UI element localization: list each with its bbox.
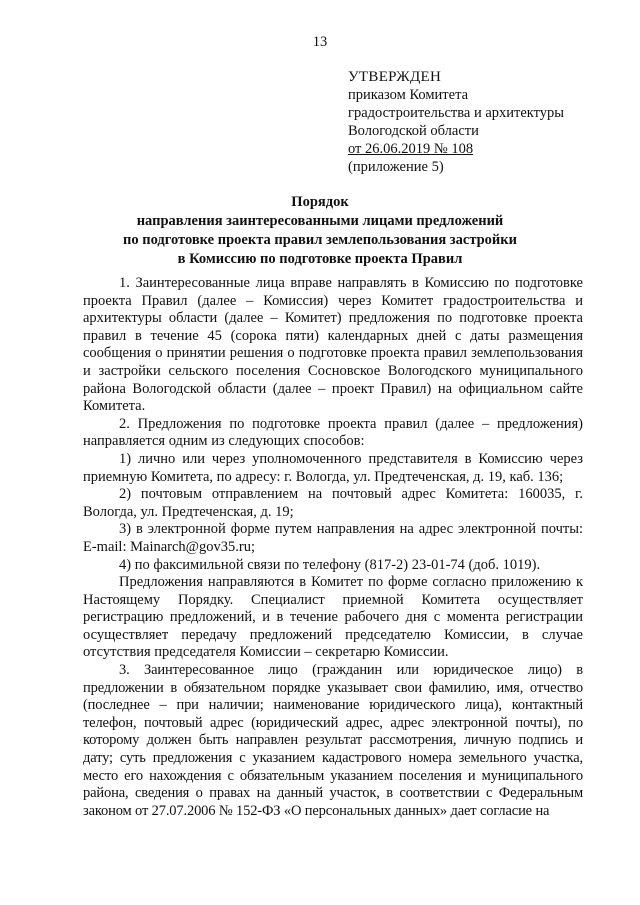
approval-line: приказом Комитета [348, 87, 469, 103]
approval-order-date: от 26.06.2019 № 108 [348, 141, 474, 157]
paragraph: 2. Предложения по подготовке проекта правил (далее – предложения) направляется одним из следующих способов: [83, 415, 583, 450]
title-line: в Комиссию по подготовке проекта Правил [177, 251, 463, 267]
document-title [0, 193, 640, 269]
approval-appendix-note: (приложение 5) [348, 159, 444, 175]
approval-line: Вологодской области [348, 123, 479, 139]
paragraph: 4) по факсимильной связи по телефону (817-2) 23-01-74 (доб. 1019). [119, 556, 541, 573]
paragraph: 2) почтовым отправлением на почтовый адрес Комитета: 160035, г. Вологда, ул. Предтеченская, д. 19; [83, 486, 583, 520]
paragraph: 1. Заинтересованные лица вправе направлять в Комиссию по подготовке проекта Правил (далее – Комиссия) через Комитет градостроительства и архитектуры области (далее – Комитет) предложения по подготовке проекта правил в течение 45 (сорока пяти) календарных дней с даты размещения сообщения о принятии решения о подготовке проекта правил землепользования и застройки сельского поселения Сосновское Вологодского муниципального района Вологодской области (далее – проект Правил) на официальном сайте Комитета. [83, 275, 583, 415]
document-body [83, 275, 583, 820]
approval-block [348, 68, 564, 176]
title-line: направления заинтересованными лицами предложений [136, 213, 504, 229]
title-line: по подготовке проекта правил землепользования застройки [123, 232, 517, 248]
title-line: Порядок [291, 194, 349, 210]
page-number: 13 [312, 34, 328, 50]
paragraph: 3) в электронной форме путем направления на адрес электронной почты: E-mail: Mainarch@gov35.ru; [83, 521, 583, 555]
paragraph: 1) лично или через уполномоченного представителя в Комиссию через приемную Комитета, по адресу: г. Вологда, ул. Предтеченская, д. 19, каб. 136; [83, 450, 583, 485]
approval-line: градостроительства и архитектуры [348, 105, 565, 121]
paragraph: 3. Заинтересованное лицо (гражданин или юридическое лицо) в предложении в обязательном порядке указывает свои фамилию, имя, отчество (последнее – при наличии; наименование юридического лица), контактный телефон, почтовый адрес (юридический адрес, адрес электронной почты), по которому должен быть направлен результат рассмотрения, личную подпись и дату; суть предложения с указанием кадастрового номера земельного участка, место его нахождения с обязательным указанием поселения и муниципального района, сведения о правах на данный участок, в соответствии с Федеральным законом от 27.07.2006 № 152-ФЗ «О персональных данных» дает согласие на [83, 662, 583, 819]
paragraph: Предложения направляются в Комитет по форме согласно приложению к Настоящему Порядку. Специалист приемной Комитета осуществляет регистрацию предложений, и в течение рабочего дня с момента регистрации осуществляет передачу предложений председателю Комиссии, в случае отсутствия председателя Комиссии – секретарю Комиссии. [83, 574, 583, 661]
approval-stamp: УТВЕРЖДЕН [348, 69, 442, 85]
